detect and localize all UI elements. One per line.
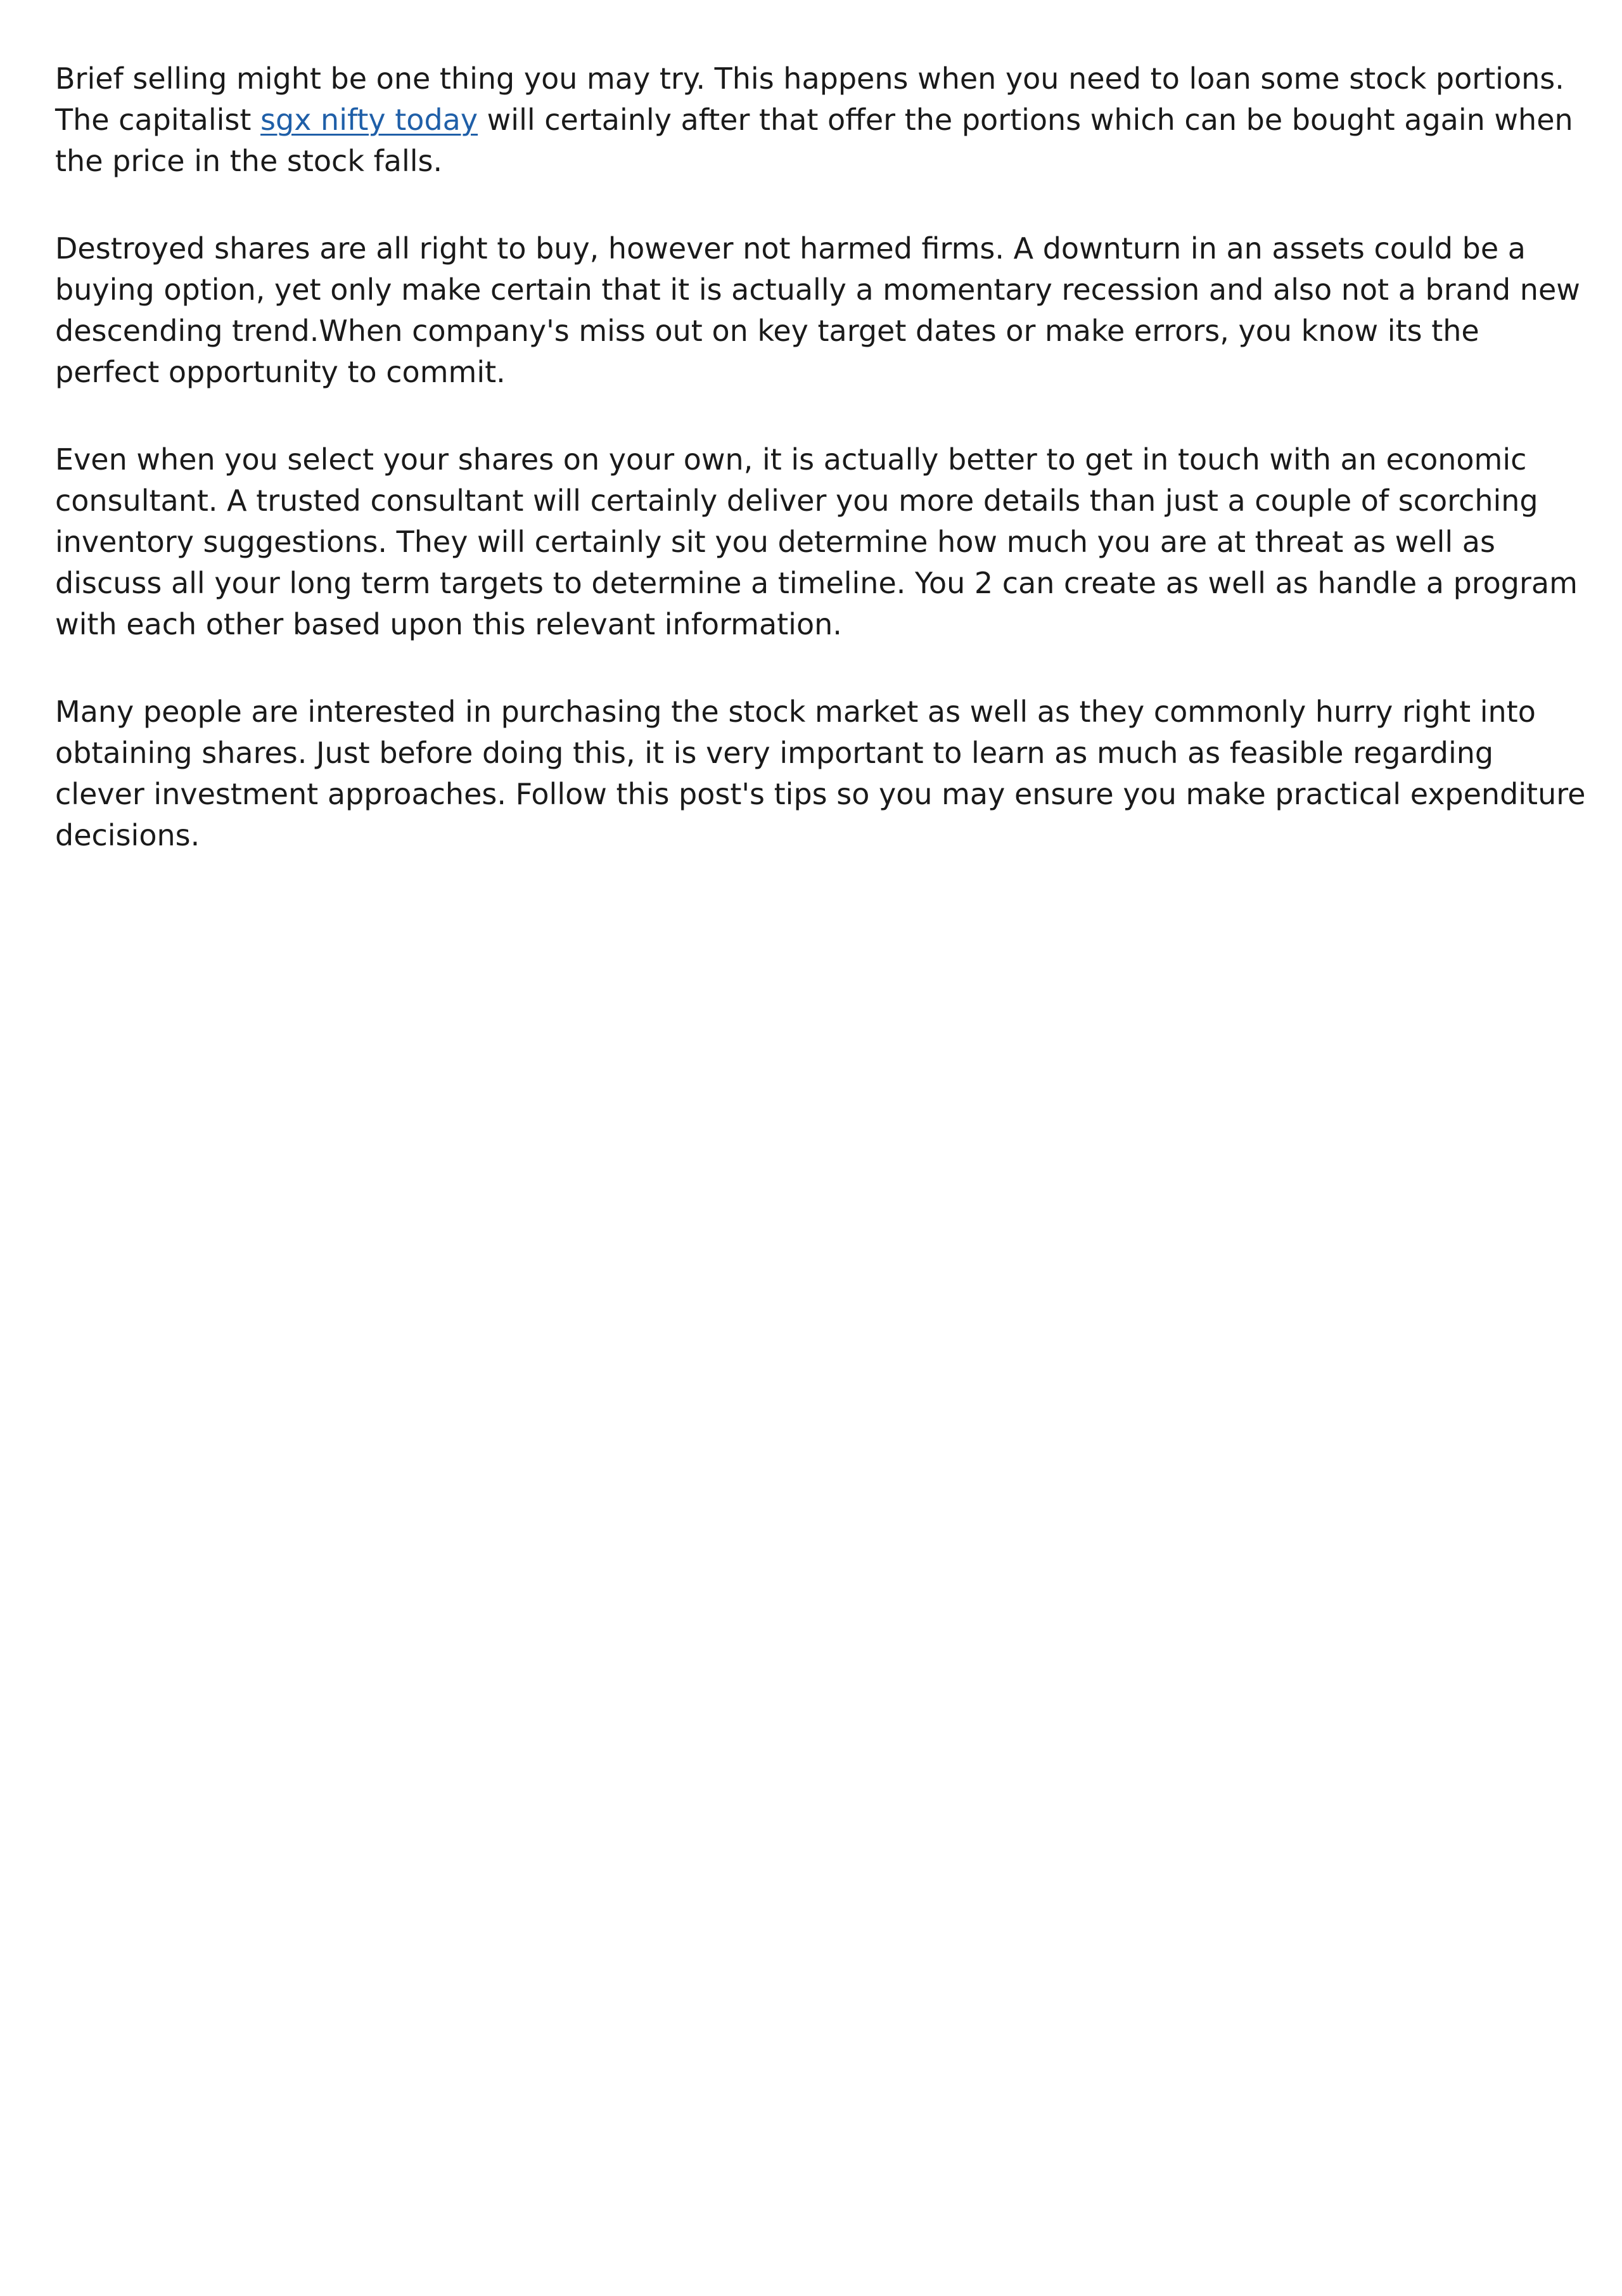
document-body xyxy=(55,58,1588,902)
paragraph-destroyed-shares: Destroyed shares are all right to buy, however not harmed firms. A downturn in an assets could be a buying option, yet only make certain that it is actually a momentary recession and also not a brand new descending trend.When company's miss out on key target dates or make errors, you know its the perfect opportunity to commit. xyxy=(55,231,1580,389)
paragraph-1-text-after-link: will certainly after that offer the portions which can be bought again when the price in the stock falls. xyxy=(55,103,1573,178)
paragraph-economic-consultant: Even when you select your shares on your own, it is actually better to get in touch with an economic consultant. A trusted consultant will certainly deliver you more details than just a couple of scorching inventory suggestions. They will certainly sit you determine how much you are at threat as well as discuss all your long term targets to determine a timeline. You 2 can create as well as handle a program with each other based upon this relevant information. xyxy=(55,442,1578,641)
sgx-nifty-today-link[interactable]: sgx nifty today xyxy=(260,103,478,137)
paragraph-stock-market-interest: Many people are interested in purchasing the stock market as well as they commonly hurry right into obtaining shares. Just before doing this, it is very important to learn as much as feasible regarding clever investment approaches. Follow this post's tips so you may ensure you make practical expenditure decisions. xyxy=(55,695,1586,852)
paragraph-1-text-before-link: Brief selling might be one thing you may try. This happens when you need to loan some stock portions. The capitalist xyxy=(55,61,1564,137)
paragraph-short-selling xyxy=(55,58,1588,182)
